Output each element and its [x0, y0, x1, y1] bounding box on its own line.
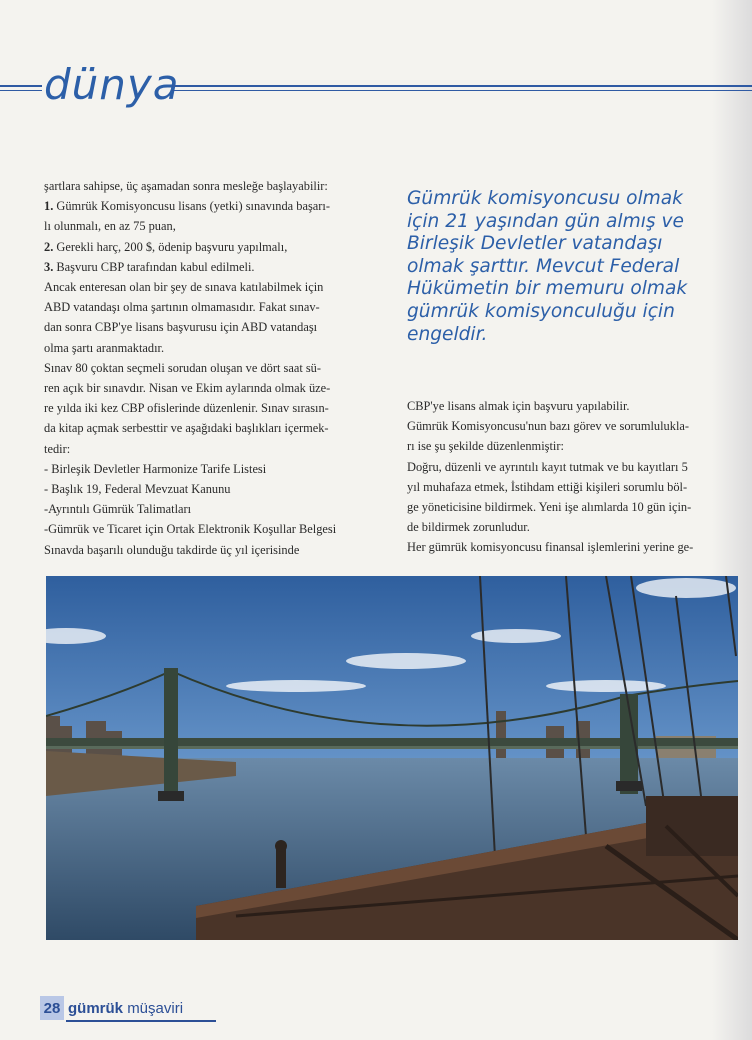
- item-number: 2.: [44, 239, 54, 254]
- text-line: ren açık bir sınavdır. Nisan ve Ekim aylarında olmak üze-: [44, 381, 331, 396]
- text-line: -Ayrıntılı Gümrük Talimatları: [44, 502, 192, 517]
- left-column: [44, 176, 386, 560]
- pull-quote-line: Birleşik Devletler vatandaşı: [407, 233, 663, 255]
- text-line: CBP'ye lisans almak için başvuru yapılabilir.: [407, 399, 630, 413]
- text-line: - Başlık 19, Federal Mevzuat Kanunu: [44, 482, 231, 497]
- pull-quote-line: için 21 yaşından gün almış ve: [407, 210, 684, 232]
- section-header: [0, 55, 752, 115]
- text-line: Ancak enteresan olan bir şey de sınava katılabilmek için: [44, 280, 324, 295]
- text-line: olma şartı aranmaktadır.: [44, 340, 165, 355]
- text-line: Sınav 80 çoktan seçmeli sorudan oluşan ve dört saat sü-: [44, 360, 322, 375]
- text-line: - Birleşik Devletler Harmonize Tarife Listesi: [44, 461, 267, 476]
- footer-rule: [66, 1020, 216, 1022]
- magazine-name-light: müşaviri: [127, 1000, 184, 1017]
- item-text: Gerekli harç, 200 $, ödenip başvuru yapılmalı,: [56, 239, 288, 254]
- bleed-through-text: [420, 360, 426, 386]
- pull-quote: [407, 188, 727, 346]
- item-text: Gümrük Komisyoncusu lisans (yetki) sınavında başarı-: [56, 199, 330, 214]
- text-line: Sınavda başarılı olunduğu takdirde üç yıl içerisinde: [44, 542, 300, 557]
- text-line: Doğru, düzenli ve ayrıntılı kayıt tutmak ve bu kayıtları 5: [407, 459, 688, 474]
- magazine-name: [68, 998, 183, 1020]
- text-line: şartlara sahipse, üç aşamadan sonra mesleğe başlayabilir:: [44, 179, 328, 193]
- text-line: da kitap açmak serbesttir ve aşağıdaki başlıkları içermek-: [44, 421, 329, 436]
- pull-quote-line: olmak şarttır. Mevcut Federal: [407, 255, 680, 277]
- text-line: Her gümrük komisyoncusu finansal işlemlerini yerine ge-: [407, 540, 694, 555]
- item-text: Başvuru CBP tarafından kabul edilmeli.: [56, 259, 255, 274]
- text-line: Gümrük Komisyoncusu'nun bazı görev ve sorumlulukla-: [407, 419, 690, 434]
- pull-quote-line: Hükümetin bir memuru olmak: [407, 278, 688, 300]
- text-line: tedir:: [44, 441, 71, 456]
- magazine-name-bold: gümrük: [68, 1000, 124, 1017]
- numbered-item: [44, 257, 386, 277]
- section-title: dünya: [44, 60, 180, 109]
- item-number: 3.: [44, 259, 54, 274]
- numbered-item: [44, 237, 386, 257]
- text-line: dan sonra CBP'ye lisans başvurusu için ABD vatandaşı: [44, 320, 318, 335]
- text-line: ge yöneticisine bildirmek. Yeni işe alımlarda 10 gün için-: [407, 500, 692, 515]
- text-line: lı olunmalı, en az 75 puan,: [44, 219, 176, 234]
- text-line: re yılda iki kez CBP ofislerinde düzenlenir. Sınav sırasın-: [44, 401, 329, 416]
- text-line: yıl muhafaza etmek, İstihdam ettiği kişileri sorumlu böl-: [407, 479, 688, 494]
- bridge-tower-left: [164, 668, 178, 798]
- right-column: [407, 396, 737, 558]
- header-rule-right: [172, 85, 752, 91]
- text-line: ABD vatandaşı olma şartının olmamasıdır. Fakat sınav-: [44, 300, 320, 315]
- header-rule-left: [0, 85, 42, 91]
- pull-quote-line: Gümrük komisyoncusu olmak: [407, 188, 683, 209]
- text-line: de bildirmek zorunludur.: [407, 520, 530, 535]
- numbered-item: [44, 196, 386, 216]
- pull-quote-line: gümrük komisyonculuğu için: [407, 300, 675, 322]
- bridge-photo-illustration: [46, 576, 738, 940]
- pull-quote-line: engeldir.: [407, 323, 488, 345]
- text-line: rı ise şu şekilde düzenlenmiştir:: [407, 439, 564, 454]
- bridge-over-river-photo: [46, 576, 738, 940]
- item-number: 1.: [44, 199, 54, 214]
- text-line: -Gümrük ve Ticaret için Ortak Elektronik Koşullar Belgesi: [44, 522, 337, 537]
- page-number: 28: [40, 996, 64, 1020]
